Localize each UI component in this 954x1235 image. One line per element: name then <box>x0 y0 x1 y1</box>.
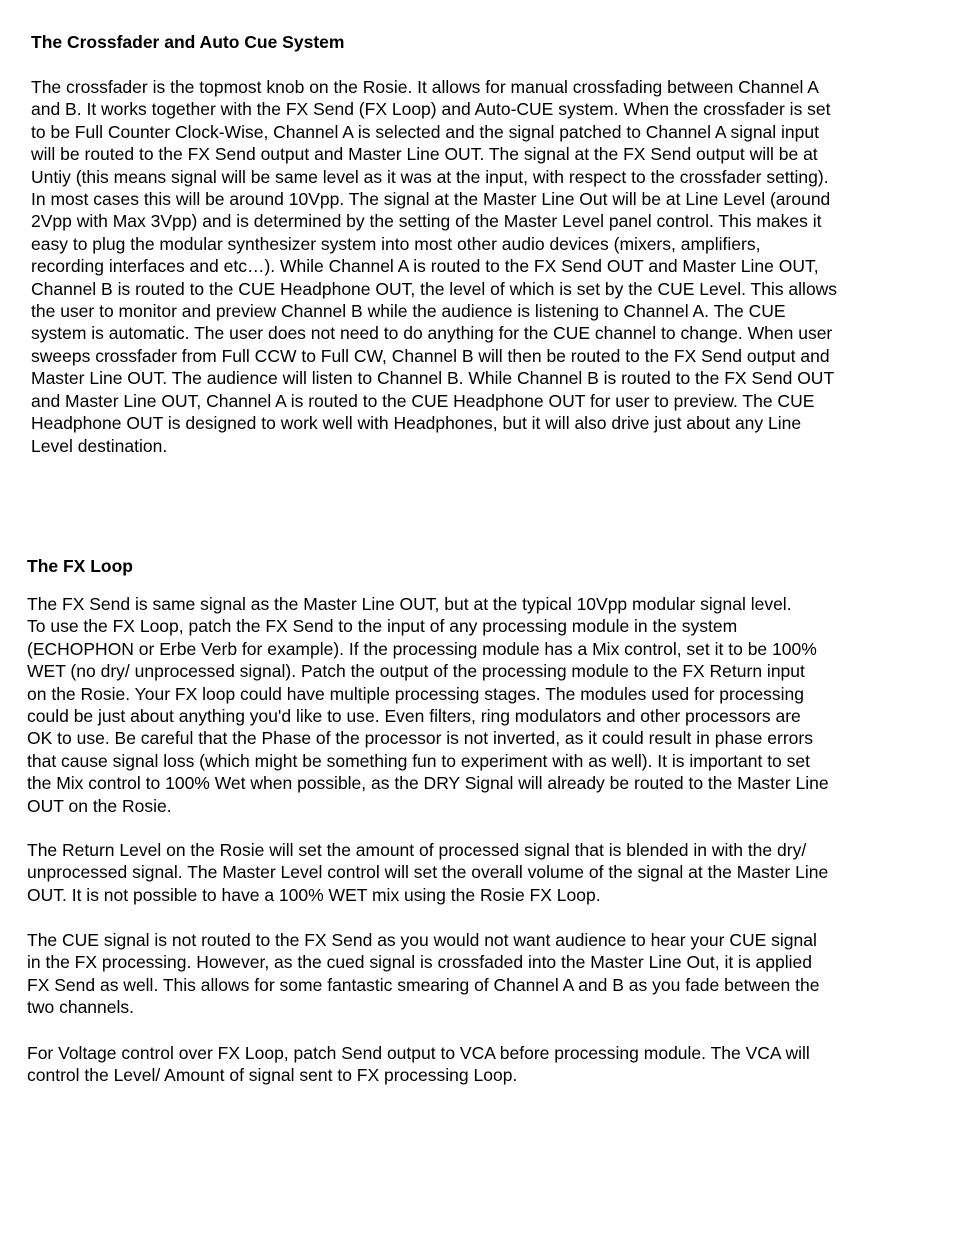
text-line: (ECHOPHON or Erbe Verb for example). If the processing module has a Mix control, set it to be 100% <box>27 638 817 659</box>
text-line: The crossfader is the topmost knob on the Rosie. It allows for manual crossfading between Channel A <box>31 77 819 97</box>
text-line: will be routed to the FX Send output and Master Line OUT. The signal at the FX Send output will be at <box>31 144 818 165</box>
text-line: FX Send as well. This allows for some fantastic smearing of Channel A and B as you fade between the <box>27 974 820 995</box>
section-heading-crossfader: The Crossfader and Auto Cue System <box>31 32 345 52</box>
fx-loop-paragraph-4 <box>27 1042 810 1087</box>
crossfader-paragraph <box>31 76 837 457</box>
text-line: two channels. <box>27 997 135 1018</box>
text-line: WET (no dry/ unprocessed signal). Patch the output of the processing module to the FX Return input <box>27 661 805 682</box>
text-line: Master Line OUT. The audience will listen to Channel B. While Channel B is routed to the FX Send OUT <box>31 368 835 389</box>
text-line: The Return Level on the Rosie will set the amount of processed signal that is blended in with the dry/ <box>27 840 807 860</box>
text-line: To use the FX Loop, patch the FX Send to the input of any processing module in the system <box>27 616 738 637</box>
text-line: For Voltage control over FX Loop, patch Send output to VCA before processing module. The VCA will <box>27 1043 810 1063</box>
text-line: recording interfaces and etc…). While Channel A is routed to the FX Send OUT and Master Line OUT, <box>31 256 819 277</box>
text-line: and Master Line OUT, Channel A is routed to the CUE Headphone OUT for user to preview. The CUE <box>31 390 815 411</box>
text-line: OUT. It is not possible to have a 100% WET mix using the Rosie FX Loop. <box>27 884 601 905</box>
text-line: to be Full Counter Clock-Wise, Channel A is selected and the signal patched to Channel A signal input <box>31 121 819 142</box>
text-line: In most cases this will be around 10Vpp. The signal at the Master Line Out will be at Line Level (around <box>31 189 831 210</box>
text-line: Untiy (this means signal will be same level as it was at the input, with respect to the crossfader setting). <box>31 166 829 187</box>
fx-loop-paragraph-1 <box>27 593 829 817</box>
text-line: unprocessed signal. The Master Level control will set the overall volume of the signal at the Master Line <box>27 862 829 883</box>
text-line: The FX Send is same signal as the Master Line OUT, but at the typical 10Vpp modular signal level. <box>27 594 792 614</box>
fx-loop-paragraph-2 <box>27 839 828 906</box>
text-line: OUT on the Rosie. <box>27 795 172 816</box>
text-line: OK to use. Be careful that the Phase of the processor is not inverted, as it could result in phase errors <box>27 728 813 749</box>
text-line: easy to plug the modular synthesizer system into most other audio devices (mixers, amplifiers, <box>31 233 761 254</box>
text-line: could be just about anything you'd like to use. Even filters, ring modulators and other processors are <box>27 706 801 727</box>
text-line: 2Vpp with Max 3Vpp) and is determined by the setting of the Master Level panel control. This makes it <box>31 211 822 232</box>
fx-loop-paragraph-3 <box>27 929 819 1019</box>
text-line: the user to monitor and preview Channel B while the audience is listening to Channel A. The CUE <box>31 301 786 322</box>
section-heading-fx-loop: The FX Loop <box>27 556 133 576</box>
text-line: on the Rosie. Your FX loop could have multiple processing stages. The modules used for processing <box>27 683 804 704</box>
text-line: The CUE signal is not routed to the FX Send as you would not want audience to hear your CUE signal <box>27 930 817 950</box>
text-line: sweeps crossfader from Full CCW to Full CW, Channel B will then be routed to the FX Send output and <box>31 345 830 366</box>
text-line: in the FX processing. However, as the cued signal is crossfaded into the Master Line Out, it is applied <box>27 952 812 973</box>
text-line: Channel B is routed to the CUE Headphone OUT, the level of which is set by the CUE Level. This allows <box>31 278 838 299</box>
text-line: Headphone OUT is designed to work well with Headphones, but it will also drive just about any Line <box>31 413 802 434</box>
text-line: system is automatic. The user does not need to do anything for the CUE channel to change. When user <box>31 323 833 344</box>
text-line: that cause signal loss (which might be something fun to experiment with as well). It is important to set <box>27 750 810 771</box>
text-line: and B. It works together with the FX Send (FX Loop) and Auto-CUE system. When the crossfader is set <box>31 99 831 120</box>
text-line: the Mix control to 100% Wet when possible, as the DRY Signal will already be routed to the Master Line <box>27 773 829 794</box>
text-line: control the Level/ Amount of signal sent to FX processing Loop. <box>27 1065 518 1086</box>
text-line: Level destination. <box>31 435 168 456</box>
